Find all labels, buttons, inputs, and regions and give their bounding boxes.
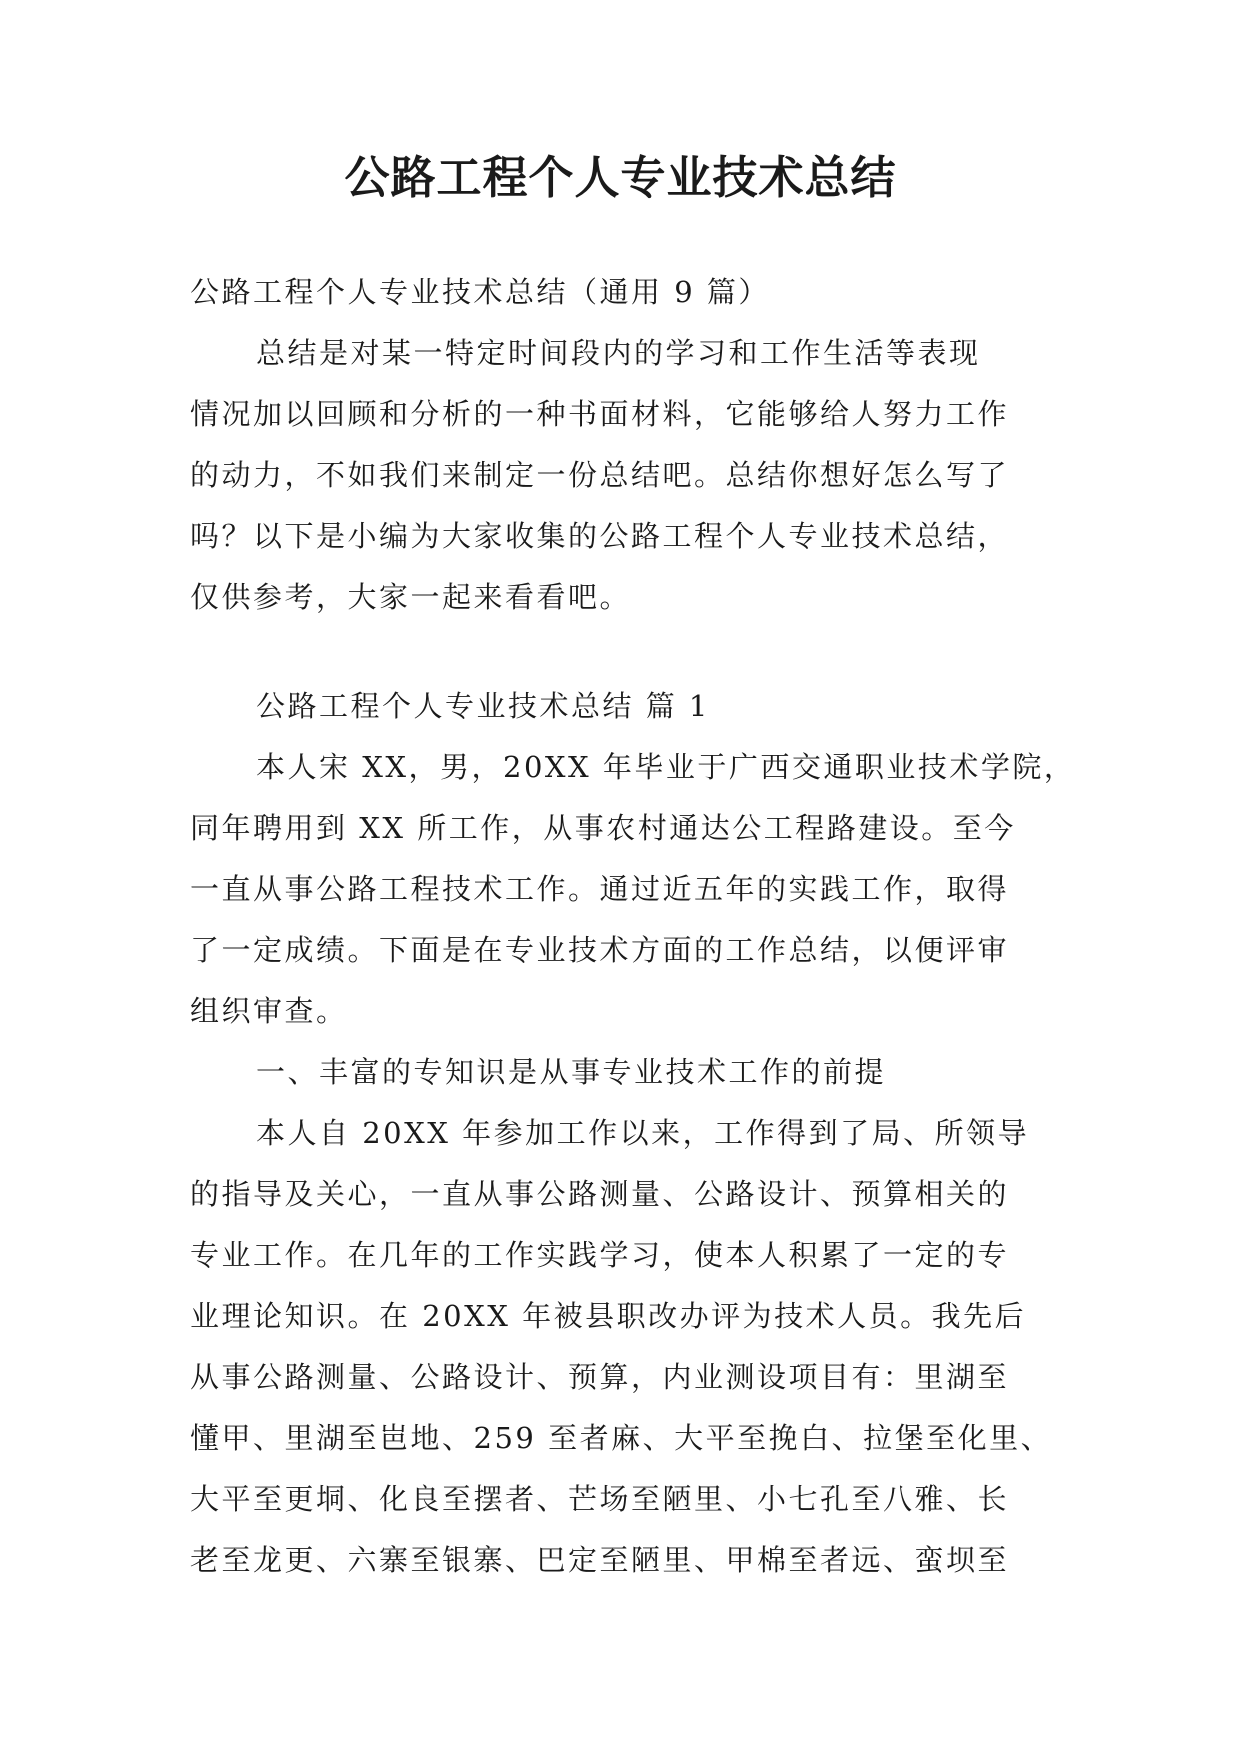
section-heading: 公路工程个人专业技术总结 篇 1: [256, 689, 710, 723]
paragraph-line: 本人自 20XX 年参加工作以来，工作得到了局、所领导: [256, 1116, 1030, 1150]
document-subtitle: 公路工程个人专业技术总结（通用 9 篇）: [190, 275, 770, 309]
section-spacer: [190, 628, 1060, 676]
paragraph-line: 的指导及关心，一直从事公路测量、公路设计、预算相关的: [190, 1177, 1010, 1211]
paragraph-line: 懂甲、里湖至岜地、259 至者麻、大平至挽白、拉堡至化里、: [190, 1421, 1053, 1455]
paragraph-line: 组织审查。: [190, 994, 348, 1028]
paragraph-line: 大平至更垌、化良至摆者、芒场至陋里、小七孔至八雅、长: [190, 1482, 1010, 1516]
subsection-heading: 一、丰富的专知识是从事专业技术工作的前提: [256, 1055, 887, 1089]
intro-line: 总结是对某一特定时间段内的学习和工作生活等表现: [256, 336, 981, 370]
paragraph-line: 了一定成绩。下面是在专业技术方面的工作总结，以便评审: [190, 933, 1010, 967]
intro-line: 吗？以下是小编为大家收集的公路工程个人专业技术总结，: [190, 519, 1010, 553]
paragraph-line: 老至龙更、六寨至银寨、巴定至陋里、甲棉至者远、蛮坝至: [190, 1543, 1010, 1577]
document-title: 公路工程个人专业技术总结: [344, 151, 897, 204]
paragraph-line: 业理论知识。在 20XX 年被县职改办评为技术人员。我先后: [190, 1299, 1027, 1333]
paragraph-line: 一直从事公路工程技术工作。通过近五年的实践工作，取得: [190, 872, 1010, 906]
intro-line: 的动力，不如我们来制定一份总结吧。总结你想好怎么写了: [190, 458, 1010, 492]
paragraph-line: 本人宋 XX，男，20XX 年毕业于广西交通职业技术学院，: [256, 750, 1076, 784]
intro-line: 情况加以回顾和分析的一种书面材料，它能够给人努力工作: [190, 397, 1010, 431]
paragraph-line: 从事公路测量、公路设计、预算，内业测设项目有：里湖至: [190, 1360, 1010, 1394]
intro-line: 仅供参考，大家一起来看看吧。: [190, 580, 632, 614]
document-body: [190, 262, 1076, 1591]
paragraph-line: 专业工作。在几年的工作实践学习，使本人积累了一定的专: [190, 1238, 1010, 1272]
paragraph-line: 同年聘用到 XX 所工作，从事农村通达公工程路建设。至今: [190, 811, 1016, 845]
